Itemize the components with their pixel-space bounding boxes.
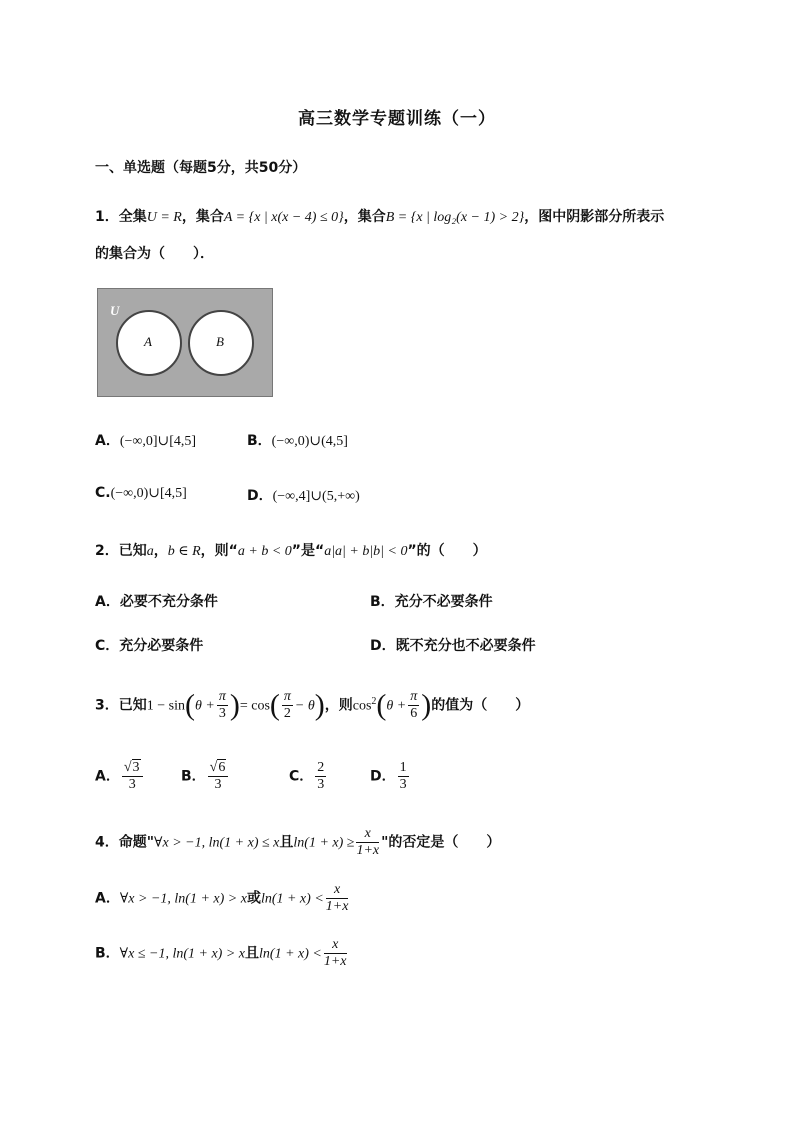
q4-option-a[interactable]: A．∀x > −1, ln(1 + x) > x或ln(1 + x) < $\frac{x}{1+x}$ — [95, 882, 349, 914]
q1-option-b[interactable]: B．(−∞,0)∪(4,5] — [247, 433, 348, 449]
q4-option-b[interactable]: B．∀x ≤ −1, ln(1 + x) > x且ln(1 + x) < $\frac{x}{1+x}$ — [95, 937, 347, 969]
question-number: 2． — [95, 543, 119, 559]
question-number: 4． — [95, 834, 119, 851]
venn-label-b: B — [216, 334, 224, 349]
q1-option-d[interactable]: D．(−∞,4]∪(5,+∞) — [247, 488, 360, 504]
question-3: 3．已知1 − sin(θ + $\frac{\pi}{3}$ )= cos( $\frac{\pi}{2}$ − θ)，则$\cos^2(\theta$ + $\frac{\pi}{6}$ )的值为（ ） — [95, 688, 530, 722]
question-1-line-2: 的集合为（ ）． — [95, 246, 214, 262]
fraction-pi-over-6: $\frac{\pi}{6}$ — [410, 689, 418, 722]
question-4: 4．命题"∀x > −1, ln(1 + x) ≤ x且ln(1 + x) ≥ $\frac{x}{1+x}$ "的否定是（ ） — [95, 826, 501, 858]
question-number: 1． — [95, 209, 119, 225]
q3-option-c[interactable]: C． $\frac{2}{3}$ — [289, 760, 325, 792]
question-number: 3． — [95, 697, 119, 714]
question-2: 2．已知a，b ∈ R，则“a + b < 0”是“a|a| + b|b| < 0”的（ ） — [95, 543, 487, 559]
condition-2: a|a| + b|b| < 0 — [324, 544, 408, 559]
venn-label-u: U — [110, 303, 120, 318]
q1-option-c[interactable]: C.(−∞,0)∪[4,5] — [95, 485, 187, 501]
fraction-x-over-1-plus-x: $\frac{x}{1+x}$ — [356, 826, 380, 858]
page-title: 高三数学专题训练（一） — [298, 109, 496, 129]
venn-circle-b — [188, 310, 254, 376]
set-a-definition: A = {x | x(x − 4) ≤ 0} — [223, 210, 344, 225]
q1-option-a[interactable]: A．(−∞,0]∪[4,5] — [95, 433, 197, 449]
section-heading: 一、单选题（每题5分，共50分） — [95, 160, 307, 176]
q3-option-d[interactable]: D． $\frac{1}{3}$ — [370, 760, 407, 792]
q3-option-a[interactable]: A． $\frac{√3}{3}$ — [95, 760, 145, 793]
venn-circle-a — [116, 310, 182, 376]
set-b-definition: B = {x | log₂(x − 1) > 2} — [385, 210, 525, 225]
fraction-pi-over-2: $\frac{\pi}{2}$ — [283, 689, 291, 722]
venn-diagram — [97, 288, 273, 397]
q2-option-d[interactable]: D．既不充分也不必要条件 — [370, 638, 536, 654]
q3-option-b[interactable]: B． $\frac{√6}{3}$ — [181, 760, 230, 793]
q2-option-b[interactable]: B．充分不必要条件 — [370, 594, 493, 610]
condition-1: a + b < 0 — [237, 544, 292, 559]
universal-set: U = R — [146, 210, 182, 225]
q2-option-a[interactable]: A．必要不充分条件 — [95, 594, 218, 610]
fraction-pi-over-3: $\frac{\pi}{3}$ — [218, 689, 226, 722]
venn-label-a: A — [144, 334, 152, 349]
q2-option-c[interactable]: C．充分必要条件 — [95, 638, 204, 654]
question-1-line-1: 1．全集U = R，集合A = {x | x(x − 4) ≤ 0}，集合B = {x | log₂(x − 1) > 2}，图中阴影部分所表示 — [95, 209, 665, 225]
